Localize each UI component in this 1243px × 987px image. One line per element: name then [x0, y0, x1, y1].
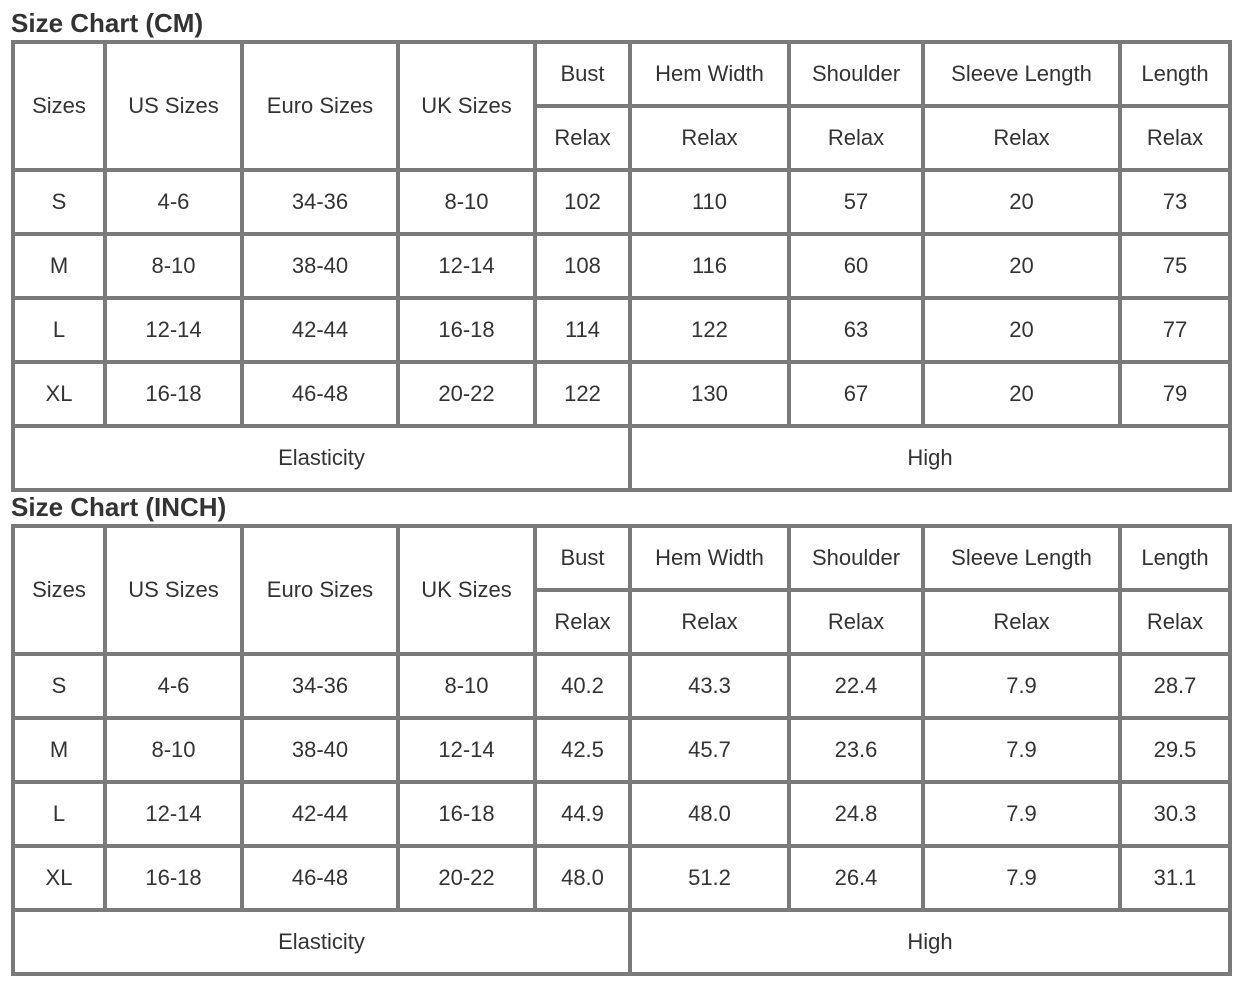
table-cell: 110 [630, 170, 789, 234]
table-cell: 20 [923, 170, 1120, 234]
subheader-relax: Relax [923, 106, 1120, 170]
table-cell: 42.5 [535, 718, 630, 782]
table-cell: 122 [630, 298, 789, 362]
header-shoulder: Shoulder [789, 526, 923, 590]
table-cell: 16-18 [398, 298, 535, 362]
header-hem-width: Hem Width [630, 526, 789, 590]
table-cell: 22.4 [789, 654, 923, 718]
header-bust: Bust [535, 526, 630, 590]
table-cell: 12-14 [398, 234, 535, 298]
header-euro-sizes: Euro Sizes [242, 526, 398, 654]
table-cell: 42-44 [242, 298, 398, 362]
table-cell: S [13, 654, 105, 718]
size-table [11, 40, 1232, 492]
header-hem-width: Hem Width [630, 42, 789, 106]
table-row [13, 234, 1230, 298]
table-cell: 73 [1120, 170, 1230, 234]
table-row [13, 362, 1230, 426]
table-cell: 30.3 [1120, 782, 1230, 846]
table-row [13, 170, 1230, 234]
table-row [13, 654, 1230, 718]
table-cell: 8-10 [105, 718, 242, 782]
header-sleeve-length: Sleeve Length [923, 42, 1120, 106]
table-cell: 67 [789, 362, 923, 426]
header-uk-sizes: UK Sizes [398, 42, 535, 170]
table-cell: 23.6 [789, 718, 923, 782]
table-cell: 108 [535, 234, 630, 298]
table-cell: 4-6 [105, 654, 242, 718]
table-cell: 45.7 [630, 718, 789, 782]
elasticity-row [13, 426, 1230, 490]
table-cell: 8-10 [398, 170, 535, 234]
header-row [13, 42, 1230, 106]
table-cell: 60 [789, 234, 923, 298]
table-cell: 116 [630, 234, 789, 298]
header-euro-sizes: Euro Sizes [242, 42, 398, 170]
header-sizes: Sizes [13, 526, 105, 654]
elasticity-label: Elasticity [13, 426, 630, 490]
table-cell: 38-40 [242, 234, 398, 298]
table-cell: 122 [535, 362, 630, 426]
table-cell: 7.9 [923, 654, 1120, 718]
elasticity-value: High [630, 910, 1230, 974]
table-cell: 20 [923, 362, 1120, 426]
table-cell: 48.0 [535, 846, 630, 910]
subheader-relax: Relax [630, 106, 789, 170]
chart-title: Size Chart (INCH) [11, 492, 227, 522]
table-cell: 46-48 [242, 846, 398, 910]
header-shoulder: Shoulder [789, 42, 923, 106]
table-cell: 102 [535, 170, 630, 234]
chart-title: Size Chart (CM) [11, 8, 204, 38]
table-cell: 8-10 [105, 234, 242, 298]
table-row [13, 846, 1230, 910]
subheader-relax: Relax [630, 590, 789, 654]
subheader-relax: Relax [789, 590, 923, 654]
table-cell: XL [13, 846, 105, 910]
table-cell: 42-44 [242, 782, 398, 846]
table-cell: 7.9 [923, 846, 1120, 910]
table-cell: 130 [630, 362, 789, 426]
table-cell: 44.9 [535, 782, 630, 846]
elasticity-row [13, 910, 1230, 974]
table-cell: 46-48 [242, 362, 398, 426]
table-row [13, 718, 1230, 782]
table-cell: L [13, 298, 105, 362]
header-sleeve-length: Sleeve Length [923, 526, 1120, 590]
header-row [13, 526, 1230, 590]
table-cell: 28.7 [1120, 654, 1230, 718]
table-cell: 57 [789, 170, 923, 234]
header-length: Length [1120, 526, 1230, 590]
table-cell: L [13, 782, 105, 846]
header-uk-sizes: UK Sizes [398, 526, 535, 654]
header-us-sizes: US Sizes [105, 526, 242, 654]
subheader-relax: Relax [1120, 106, 1230, 170]
table-cell: 12-14 [105, 782, 242, 846]
table-cell: 38-40 [242, 718, 398, 782]
table-cell: 40.2 [535, 654, 630, 718]
table-cell: M [13, 718, 105, 782]
table-cell: 7.9 [923, 718, 1120, 782]
elasticity-label: Elasticity [13, 910, 630, 974]
table-cell: 31.1 [1120, 846, 1230, 910]
table-cell: 16-18 [105, 846, 242, 910]
table-cell: S [13, 170, 105, 234]
subheader-relax: Relax [1120, 590, 1230, 654]
table-cell: 34-36 [242, 170, 398, 234]
table-cell: 43.3 [630, 654, 789, 718]
table-cell: 12-14 [105, 298, 242, 362]
table-row [13, 298, 1230, 362]
table-cell: 63 [789, 298, 923, 362]
table-cell: 20 [923, 298, 1120, 362]
table-cell: 34-36 [242, 654, 398, 718]
table-cell: M [13, 234, 105, 298]
subheader-relax: Relax [923, 590, 1120, 654]
table-cell: 7.9 [923, 782, 1120, 846]
size-table [11, 524, 1232, 976]
table-cell: 4-6 [105, 170, 242, 234]
table-cell: 79 [1120, 362, 1230, 426]
table-cell: XL [13, 362, 105, 426]
table-cell: 51.2 [630, 846, 789, 910]
table-cell: 20-22 [398, 846, 535, 910]
table-cell: 77 [1120, 298, 1230, 362]
table-cell: 20-22 [398, 362, 535, 426]
header-us-sizes: US Sizes [105, 42, 242, 170]
table-cell: 29.5 [1120, 718, 1230, 782]
header-sizes: Sizes [13, 42, 105, 170]
table-row [13, 782, 1230, 846]
header-length: Length [1120, 42, 1230, 106]
table-cell: 20 [923, 234, 1120, 298]
table-cell: 12-14 [398, 718, 535, 782]
subheader-relax: Relax [535, 590, 630, 654]
table-cell: 24.8 [789, 782, 923, 846]
table-cell: 26.4 [789, 846, 923, 910]
table-cell: 75 [1120, 234, 1230, 298]
subheader-relax: Relax [535, 106, 630, 170]
table-cell: 114 [535, 298, 630, 362]
table-cell: 16-18 [105, 362, 242, 426]
table-cell: 8-10 [398, 654, 535, 718]
subheader-relax: Relax [789, 106, 923, 170]
table-cell: 16-18 [398, 782, 535, 846]
elasticity-value: High [630, 426, 1230, 490]
table-cell: 48.0 [630, 782, 789, 846]
header-bust: Bust [535, 42, 630, 106]
